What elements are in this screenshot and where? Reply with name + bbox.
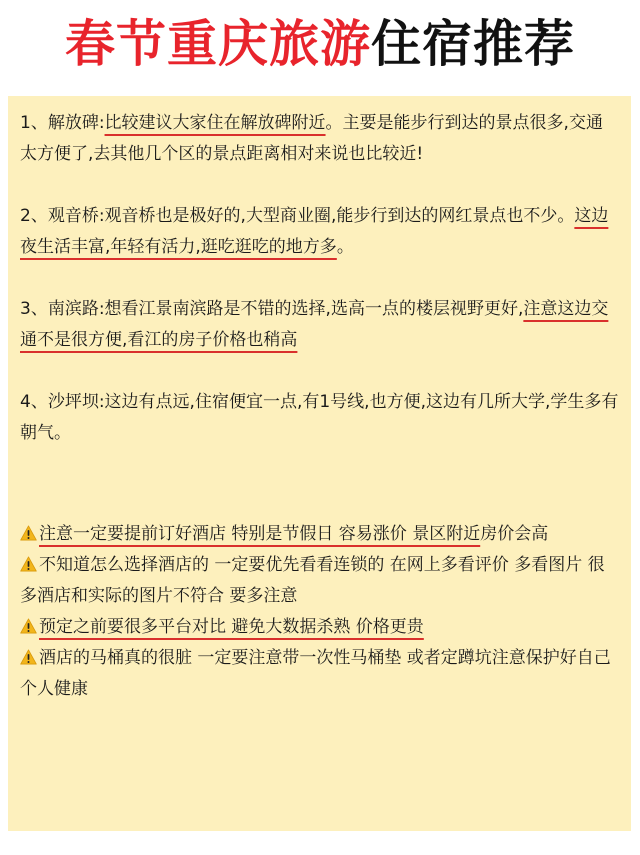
warning-icon <box>20 649 37 665</box>
note-text: 酒店的马桶真的很脏 一定要注意带一次性马桶垫 或者定蹲坑注意保护好自己个人健康 <box>20 648 611 699</box>
section-text: 2、观音桥:观音桥也是极好的,大型商业圈,能步行到达的网红景点也不少。 <box>20 206 575 226</box>
section-shapingba <box>20 387 619 449</box>
section-text: 。 <box>336 237 354 257</box>
title-black-part: 住宿推荐 <box>371 15 575 73</box>
note-text: 不知道怎么选择酒店的 一定要优先看看连锁的 在网上多看评价 多看图片 很多酒店和实际的图片不符合 要多注意 <box>20 555 605 606</box>
section-text: 4、沙坪坝:这边有点远,住宿便宜一点,有1号线,也方便,这边有几所大学,学生多有朝气。 <box>20 392 619 443</box>
section-highlight: 比较建议大家住在解放碑附近 <box>104 113 326 133</box>
notes-list <box>20 519 619 705</box>
page-title <box>65 15 575 73</box>
title-red-part: 春节重庆旅游 <box>65 15 371 73</box>
note-item <box>20 643 619 705</box>
note-highlight: 注意一定要提前订好酒店 特别是节假日 容易涨价 景区附近 <box>39 524 481 544</box>
note-item <box>20 550 619 612</box>
warning-icon <box>20 556 37 572</box>
section-text: 。主要是能步行到达的景点很多,交通太方便了,去其他几个区的景点距离相对来说也比较近! <box>20 113 603 164</box>
header <box>0 0 640 88</box>
section-highlight: 注意这边交通不是很方便,看江的房子价格也稍高 <box>20 299 609 350</box>
section-nanbinlu <box>20 294 619 356</box>
note-item <box>20 519 619 550</box>
content-card <box>8 96 631 831</box>
warning-icon <box>20 525 37 541</box>
warning-icon <box>20 618 37 634</box>
section-text: 3、南滨路:想看江景南滨路是不错的选择,选高一点的楼层视野更好, <box>20 299 524 319</box>
note-text: 房价会高 <box>480 524 549 544</box>
note-highlight: 预定之前要很多平台对比 避免大数据杀熟 价格更贵 <box>39 617 424 637</box>
section-jiefangbei <box>20 108 619 170</box>
section-text: 1、解放碑: <box>20 113 105 133</box>
section-guanyinqiao <box>20 201 619 263</box>
section-highlight: 这边夜生活丰富,年轻有活力,逛吃逛吃的地方多 <box>20 206 609 257</box>
note-item <box>20 612 619 643</box>
